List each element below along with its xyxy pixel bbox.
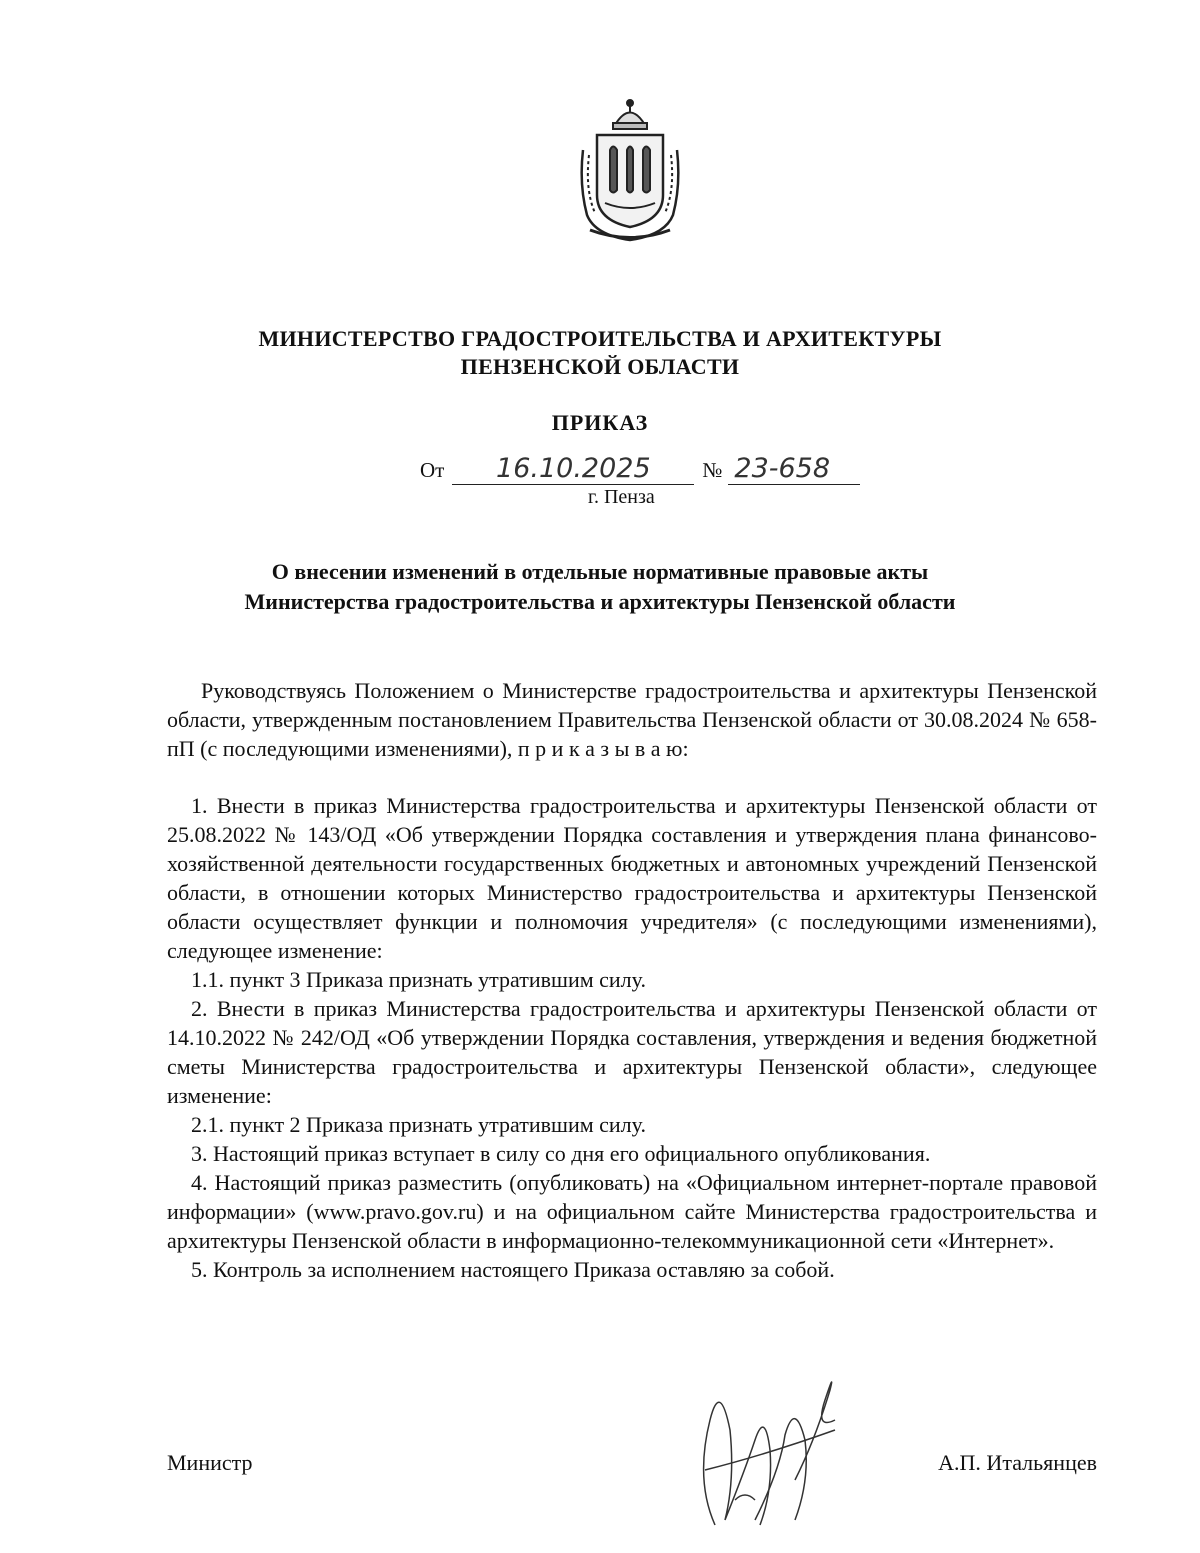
order-subitem: 1.1. пункт 3 Приказа признать утратившим силу. [191, 967, 646, 992]
order-subject [160, 557, 1040, 617]
signature-block [167, 1450, 1097, 1484]
document-type: ПРИКАЗ [551, 410, 649, 435]
subject-line2: Министерства градостроительства и архитектуры Пензенской области [244, 589, 956, 614]
order-item: 3. Настоящий приказ вступает в силу со дня его официального опубликования. [191, 1141, 931, 1166]
order-date: 16.10.2025 [452, 454, 694, 485]
order-date-number-line [420, 454, 860, 485]
signature-icon [685, 1360, 855, 1535]
date-prefix: От [420, 458, 445, 482]
signer-name: А.П. Итальянцев [938, 1450, 1097, 1475]
subject-line1: О внесении изменений в отдельные нормативные правовые акты [271, 559, 929, 584]
number-prefix: № [702, 458, 723, 482]
preamble-text: Руководствуясь Положением о Министерстве градостроительства и архитектуры Пензенской области, утвержденным постановлением Правительства Пензенской области от 30.08.2024 № 658-пП (с последующими изменениями), п р и к а з ы в а ю: [167, 678, 1097, 761]
order-item: 5. Контроль за исполнением настоящего Приказа оставляю за собой. [191, 1257, 835, 1282]
preamble [167, 676, 1097, 763]
ministry-name-line2: ПЕНЗЕНСКОЙ ОБЛАСТИ [460, 354, 740, 379]
city: г. Пенза [588, 486, 655, 508]
ministry-name-line1: МИНИСТЕРСТВО ГРАДОСТРОИТЕЛЬСТВА И АРХИТЕКТУРЫ [258, 326, 942, 351]
order-subitem: 2.1. пункт 2 Приказа признать утратившим силу. [191, 1112, 646, 1137]
coat-of-arms-icon [575, 95, 685, 245]
order-item: 4. Настоящий приказ разместить (опубликовать) на «Официальном интернет-портале правовой информации» (www.pravo.gov.ru) и на официальном сайте Министерства градостроительства и архитектуры Пензенской области в информационно-телекоммуникационной сети «Интернет». [167, 1170, 1097, 1253]
order-number: 23-658 [728, 454, 860, 485]
order-items [167, 791, 1097, 1284]
order-item: 2. Внести в приказ Министерства градостроительства и архитектуры Пензенской области от 14.10.2022 № 242/ОД «Об утверждении Порядка составления, утверждения и ведения бюджетной сметы Министерства градостроительства и архитектуры Пензенской области», следующее изменение: [167, 996, 1097, 1108]
signer-position: Министр [167, 1450, 253, 1475]
order-item: 1. Внести в приказ Министерства градостроительства и архитектуры Пензенской области от 25.08.2022 № 143/ОД «Об утверждении Порядка составления и утверждения плана финансово-хозяйственной деятельности государственных бюджетных и автономных учреждений Пензенской области, в отношении которых Министерство градостроительства и архитектуры Пензенской области осуществляет функции и полномочия учредителя» (с последующими изменениями), следующее изменение: [167, 793, 1097, 963]
